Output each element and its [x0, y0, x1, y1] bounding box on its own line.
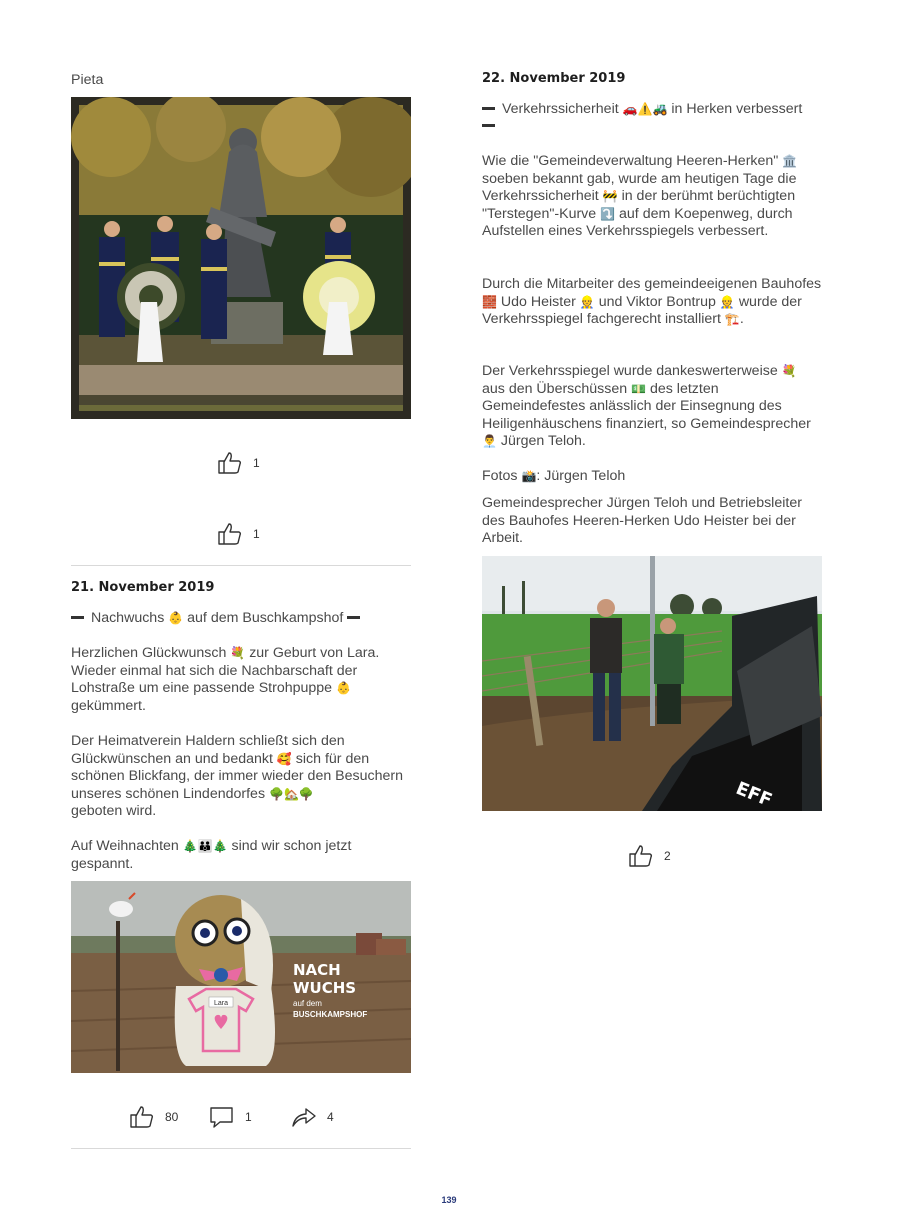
comment-count: 1 [245, 1110, 252, 1124]
government-building-emoji-icon: 🏛️ [782, 154, 798, 168]
trees-house-emoji-icon: 🌳🏡🌳 [269, 786, 314, 801]
dash-icon [482, 107, 495, 110]
dash-icon [71, 616, 84, 619]
worker-emoji-icon: 👷 [719, 294, 735, 309]
post-title: Verkehrssicherheit 🚗⚠️🚜 in Herken verbessert [482, 101, 822, 136]
comment-button[interactable] [209, 1105, 252, 1129]
pieta-like[interactable] [217, 451, 260, 475]
photo-caption: Gemeindesprecher Jürgen Teloh und Betriebsleiter des Bauhofes Heeren-Herken Udo Heister bei der Arbeit. [482, 495, 802, 547]
paragraph-3: Der Verkehrsspiegel wurde dankeswerterweise 💐 aus den Überschüssen 💵 des letzten Gemeindefestes anlässlich der Einsegnung des Heiligenhäuschens finanziert, so Gemeindesprecher 👨‍💼 Jürgen Teloh. [482, 363, 811, 450]
pieta-caption: Pieta [71, 72, 104, 88]
bouquet-emoji-icon: 💐 [781, 364, 797, 378]
like-button[interactable] [628, 844, 671, 868]
page-number: 139 [441, 1195, 457, 1205]
thumbs-up-icon [217, 522, 243, 546]
pieta-like-2[interactable] [217, 522, 260, 546]
thumbs-up-icon [129, 1105, 155, 1129]
comment-icon [209, 1105, 235, 1129]
camera-emoji-icon: 📸 [521, 469, 537, 483]
thumbs-up-icon [217, 451, 243, 475]
person-emoji-icon: 👨‍💼 [482, 434, 497, 449]
installation-photo [482, 556, 822, 811]
divider [71, 1148, 411, 1149]
thumbs-up-icon [628, 844, 654, 868]
curve-arrow-emoji-icon: ⤵️ [600, 206, 616, 221]
paragraph-1: Wie die "Gemeindeverwaltung Heeren-Herken" 🏛️ soeben bekannt gab, wurde am heutigen Tage die Verkehrssicherheit 🚧 in der berühmt berüchtigten "Terstegen"-Kurve ⤵️ auf dem Koepenweg, durch Aufstellen eines Verkehrsspiegels verbessert. [482, 153, 798, 240]
dash-icon [347, 616, 360, 619]
bouquet-emoji-icon: 💐 [230, 646, 246, 660]
baby-emoji-icon: 👶 [168, 611, 184, 625]
paragraph-2: Der Heimatverein Haldern schließt sich den Glückwünschen an und bedankt 🥰 sich für den schönen Blickfang, der immer wieder den Besuchern unseres schönen Lindendorfes 🌳🏡🌳 geboten wird. [71, 733, 403, 820]
post-title: Nachwuchs 👶 auf dem Buschkampshof [71, 610, 411, 628]
car-warning-tractor-emoji-icon: 🚗⚠️🚜 [622, 102, 668, 116]
paragraph-3: Auf Weihnachten 🎄👪🎄 sind wir schon jetzt gespannt. [71, 838, 352, 872]
share-count: 4 [327, 1110, 334, 1124]
image-tag-name: Lara [213, 1000, 229, 1007]
baby-emoji-icon: 👶 [336, 681, 351, 696]
like-count: 1 [253, 456, 260, 470]
bucket-text: EFF [732, 777, 775, 811]
nachwuchs-photo [71, 881, 411, 1073]
post-date: 22. November 2019 [482, 71, 626, 86]
image-text-line2: WUCHS [293, 979, 357, 997]
like-count: 1 [253, 527, 260, 541]
christmas-emoji-icon: 🎄👪🎄 [182, 839, 228, 853]
brick-emoji-icon: 🧱 [482, 294, 497, 309]
image-text-line4: BUSCHKAMPSHOF [293, 1010, 368, 1019]
like-count: 2 [664, 849, 671, 863]
paragraph-2: Durch die Mitarbeiter des gemeindeeigenen Bauhofes 🧱 Udo Heister 👷 und Viktor Bontrup 👷 wurde der Verkehrsspiegel fachgerecht installiert 🏗️. [482, 276, 822, 328]
share-button[interactable] [291, 1105, 334, 1129]
paragraph-1: Herzlichen Glückwunsch 💐 zur Geburt von Lara. Wieder einmal hat sich die Nachbarschaft der Lohstraße um eine passende Strohpuppe 👶 gekümmert. [71, 645, 380, 714]
like-button[interactable] [129, 1105, 178, 1129]
image-text-line3: auf dem [293, 999, 322, 1008]
share-icon [291, 1105, 317, 1129]
photo-credit: Fotos 📸: Jürgen Teloh [482, 468, 626, 484]
post-date: 21. November 2019 [71, 580, 215, 595]
like-count: 80 [165, 1110, 179, 1124]
dash-icon [482, 124, 495, 127]
hugging-face-emoji-icon: 🥰 [276, 751, 292, 766]
pieta-photo [71, 97, 411, 419]
image-text-line1: NACH [293, 961, 341, 979]
crane-emoji-icon: 🏗️ [724, 312, 740, 327]
divider [71, 565, 411, 566]
construction-emoji-icon: 🚧 [602, 189, 618, 204]
money-emoji-icon: 💵 [631, 381, 647, 396]
worker-emoji-icon: 👷 [579, 294, 595, 309]
